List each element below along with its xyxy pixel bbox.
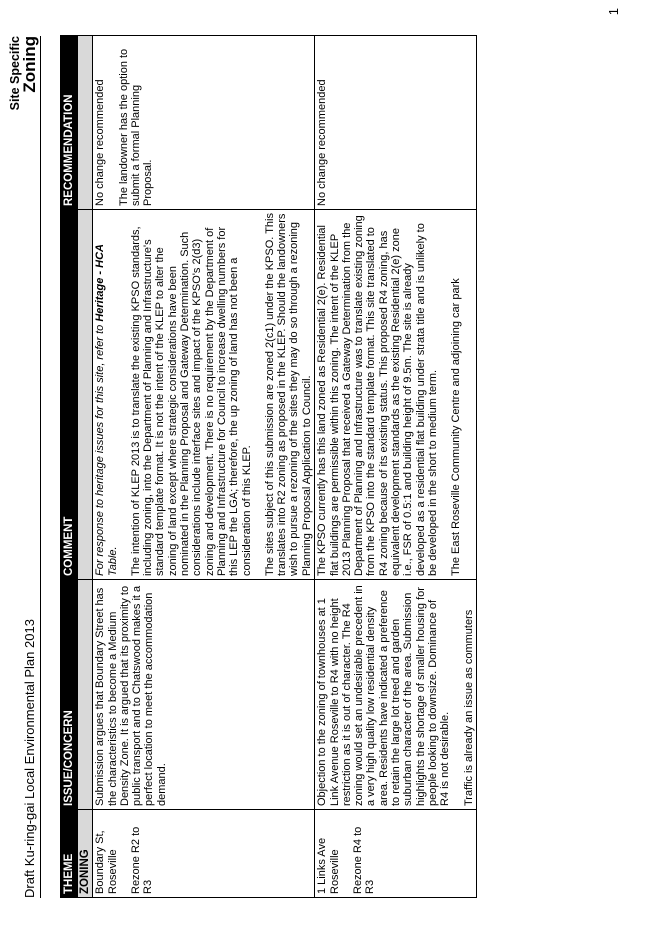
table-row: [315, 36, 477, 898]
issue-cell: [93, 580, 315, 810]
comment-cell: [93, 210, 315, 580]
theme-cell: [315, 810, 477, 898]
column-header-issue: ISSUE/CONCERN: [61, 580, 78, 810]
heritage-note: [94, 213, 119, 576]
table-header-row: [61, 36, 78, 898]
site-specific-label: Site Specific: [8, 36, 22, 111]
heritage-reference: Heritage - HCA: [94, 244, 107, 322]
section-label-cell: ZONING: [78, 810, 93, 898]
document-title: Draft Ku-ring-gai Local Environmental Plan 2013: [22, 619, 37, 898]
theme-cell: [93, 810, 315, 898]
page-number: 1: [606, 8, 621, 16]
section-empty-cell: [78, 210, 93, 580]
heritage-note-end: Table.: [106, 546, 119, 576]
recommendation-cell: [93, 36, 315, 210]
recommendation-cell: [315, 36, 477, 210]
column-header-comment: COMMENT: [61, 210, 78, 580]
section-empty-cell: [78, 580, 93, 810]
header-divider: [40, 36, 41, 898]
table-row: [93, 36, 315, 898]
heritage-note-intro: For response to heritage issues for this site, refer to: [94, 324, 107, 576]
column-header-theme: THEME: [61, 810, 78, 898]
submissions-table: [60, 35, 477, 898]
theme-rezone: Rezone R2 to R3: [129, 826, 155, 894]
comment-text: The intention of KLEP 2013 is to translate the existing KPSO standards, including zoning, into the Department of Planning and Infrastructure's standard template format. It is not the intent of the KLEP to alter the zoning of land except where strategic considerations have been nominated in the Planning Proposal and Gateway Determination. Such considerations include interface sites and impact of the KPSO's 2(d3) zoning and development. There is no requirement by the Department of Planning and Infrastructure for Council to increase dwelling numbers for this LEP the LGA; therefore, the up zoning of land has not been a consideration of this KLEP.: [129, 226, 253, 576]
recommendation-text: The landowner has the option to submit a formal Planning Proposal.: [117, 48, 155, 206]
comment-text: The KPSO currently has this land zoned as Residential 2(e). Residential flat buildings are permissible within this zoning. The intent of the KLEP 2013 Planning Proposal that received a Gateway Determination from the Department of Planning and Infrastructure was to translate existing zoning from the KPSO into the standard template format. This site translated to R4 zoning because of its existing status. This proposed R4 zoning, has equivalent development standards as the existing Residential 2(e) zone i.e., FSR of 0.5:1 and building height of 9.5m. The site is already developed as a residential flat building under strata title and is unlikely to be developed in the short to medium term.: [316, 215, 439, 576]
comment-text: The sites subject of this submission are zoned 2(c1) under the KPSO. This translates into R2 zoning as proposed in the KLEP. Should the landowners wish to pursue a rezoning of the sites they may do so through a rezoning Planning Proposal Application to Council.: [263, 213, 313, 576]
section-heading: Zoning: [20, 36, 39, 93]
theme-location: 1 Links Ave Roseville: [316, 837, 341, 894]
section-empty-cell: [78, 36, 93, 210]
issue-text: Objection to the zoning of townhouses at 1 Link Avenue Roseville to R4 with no height restriction as it is out of character. The R4 zoning would set an undesirable precedent in a very high quality low residential density area. Residents have indicated a preference to retain the large lot treed and garden suburban character of the area. Submission highlights the shortage of smaller housing for people looking to downsize. Dominance of R4 is not desirable.: [316, 585, 452, 806]
column-header-recommendation: RECOMMENDATION: [61, 36, 78, 210]
recommendation-text: No change recommended: [316, 79, 329, 206]
issue-text: Traffic is already an issue as commuters: [462, 609, 475, 806]
issue-text: Submission argues that Boundary Street has the characteristics to become a Medium Density Zone. It is argued that its proximity to public transport and to Chatswood makes it a perfect location to meet the accommodation demand.: [94, 585, 168, 806]
recommendation-text: No change recommended: [94, 79, 107, 206]
comment-text: The East Roseville Community Centre and adjoining car park: [450, 278, 463, 576]
theme-location: Boundary St, Roseville: [94, 830, 119, 894]
issue-cell: [315, 580, 477, 810]
comment-cell: [315, 210, 477, 580]
theme-rezone: Rezone R4 to R3: [351, 826, 377, 894]
section-row: [78, 36, 93, 898]
